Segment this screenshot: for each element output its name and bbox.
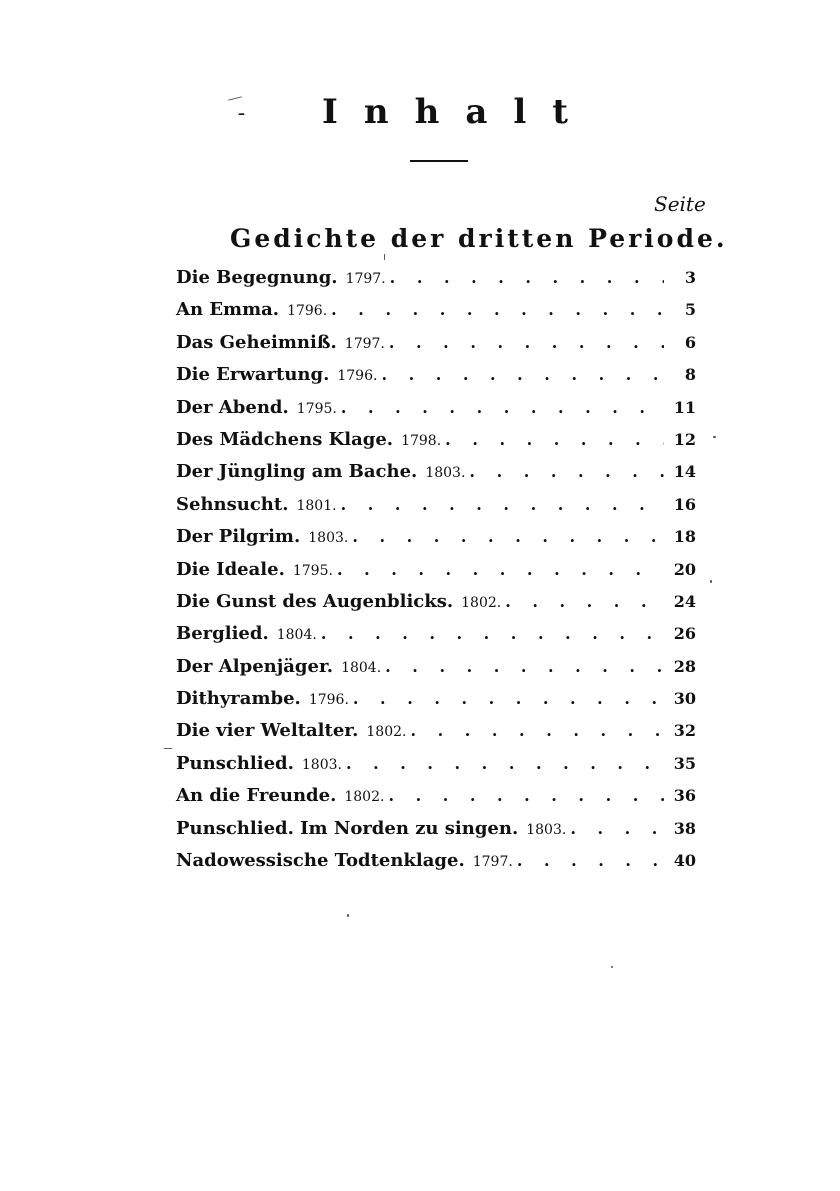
- dot-leader: [353, 683, 664, 715]
- entry-title: Dithyrambe.: [176, 688, 301, 710]
- scan-speck: [164, 748, 172, 749]
- table-of-contents: [176, 262, 696, 877]
- entry-title: Die Begegnung.: [176, 267, 338, 288]
- toc-entry: [176, 489, 696, 521]
- toc-entry: [176, 715, 696, 747]
- entry-page: 40: [673, 851, 696, 871]
- entry-page: 32: [673, 721, 696, 741]
- entry-year: 1796.: [308, 692, 349, 709]
- entry-year: 1797.: [472, 854, 513, 871]
- entry-title: Der Abend.: [176, 396, 289, 418]
- entry-page: 24: [673, 591, 696, 611]
- dot-leader: [570, 813, 664, 845]
- scan-speck: [384, 254, 385, 260]
- entry-year: 1804.: [276, 627, 317, 644]
- toc-entry: [176, 618, 696, 650]
- scan-speck: [710, 580, 712, 583]
- entry-page: 28: [673, 656, 696, 676]
- dot-leader: [388, 780, 664, 812]
- toc-entry: [176, 845, 696, 877]
- entry-page: 26: [673, 624, 696, 644]
- entry-page: 14: [673, 462, 696, 482]
- toc-entry: [176, 521, 696, 553]
- toc-entry: [176, 294, 696, 326]
- scan-speck: [228, 96, 242, 100]
- entry-year: 1802.: [461, 594, 502, 611]
- dot-leader: [505, 586, 664, 618]
- scan-speck: [611, 966, 613, 968]
- dot-leader: [321, 618, 664, 650]
- entry-page: 20: [673, 559, 696, 579]
- entry-title: Punschlied. Im Norden zu singen.: [176, 817, 519, 839]
- dot-leader: [410, 715, 664, 747]
- toc-entry: [176, 456, 696, 488]
- toc-entry: [176, 392, 696, 424]
- toc-entry: [176, 683, 696, 715]
- toc-entry: [176, 554, 696, 586]
- scan-speck: [713, 436, 716, 438]
- dot-leader: [517, 845, 664, 877]
- entry-title: Die Erwartung.: [176, 364, 330, 386]
- entry-page: 36: [673, 786, 696, 806]
- toc-entry: [176, 424, 696, 456]
- entry-year: 1803.: [301, 756, 342, 773]
- entry-year: 1796.: [337, 368, 378, 385]
- header-dash: –: [238, 106, 246, 122]
- entry-year: 1802.: [344, 789, 385, 806]
- dot-leader: [346, 748, 664, 780]
- toc-entry: [176, 651, 696, 683]
- entry-title: An Emma.: [176, 299, 280, 321]
- toc-entry: [176, 586, 696, 618]
- page-title: Inhalt: [322, 92, 594, 132]
- entry-title: Punschlied.: [176, 752, 294, 774]
- toc-entry: [176, 327, 696, 359]
- toc-entry: [176, 748, 696, 780]
- entry-year: 1801.: [296, 497, 337, 514]
- scan-speck: [347, 914, 349, 917]
- entry-page: 5: [684, 300, 696, 320]
- entry-year: 1796.: [287, 303, 328, 320]
- entry-year: 1797.: [344, 335, 385, 352]
- entry-page: 6: [684, 332, 696, 352]
- dot-leader: [341, 489, 664, 521]
- entry-title: An die Freunde.: [176, 785, 337, 807]
- entry-year: 1803.: [308, 530, 349, 547]
- entry-title: Die vier Weltalter.: [176, 720, 359, 742]
- toc-entry: [176, 813, 696, 845]
- entry-page: 12: [673, 429, 696, 449]
- entry-title: Das Geheimniß.: [176, 331, 337, 353]
- entry-page: 11: [673, 397, 696, 417]
- entry-title: Berglied.: [176, 623, 269, 645]
- entry-title: Sehnsucht.: [176, 493, 289, 515]
- dot-leader: [445, 424, 664, 456]
- dot-leader: [337, 554, 664, 586]
- page-column-label: Seite: [654, 192, 706, 216]
- entry-year: 1803.: [526, 821, 567, 838]
- dot-leader: [390, 262, 664, 294]
- dot-leader: [385, 651, 664, 683]
- toc-entry: [176, 359, 696, 391]
- entry-title: Die Gunst des Augenblicks.: [176, 590, 454, 612]
- entry-title: Die Ideale.: [176, 558, 285, 580]
- dot-leader: [469, 456, 664, 488]
- entry-page: 30: [673, 689, 696, 709]
- entry-year: 1802.: [366, 724, 407, 741]
- entry-year: 1795.: [292, 562, 333, 579]
- title-rule: [410, 160, 468, 162]
- entry-year: 1803.: [425, 465, 466, 482]
- entry-title: Der Pilgrim.: [176, 526, 301, 548]
- entry-title: Des Mädchens Klage.: [176, 428, 394, 450]
- entry-title: Der Jüngling am Bache.: [176, 461, 418, 483]
- entry-page: 8: [684, 365, 696, 385]
- entry-page: 3: [684, 268, 696, 287]
- entry-year: 1795.: [296, 400, 337, 417]
- toc-entry: [176, 780, 696, 812]
- section-heading: Gedichte der dritten Periode.: [230, 224, 728, 253]
- entry-page: 35: [673, 753, 696, 773]
- entry-year: 1804.: [341, 659, 382, 676]
- entry-title: Nadowessische Todtenklage.: [176, 850, 465, 872]
- dot-leader: [381, 359, 664, 391]
- entry-title: Der Alpenjäger.: [176, 655, 334, 677]
- entry-year: 1798.: [401, 432, 442, 449]
- dot-leader: [331, 294, 664, 326]
- entry-year: 1797.: [345, 271, 386, 287]
- entry-page: 18: [673, 527, 696, 547]
- entry-page: 16: [673, 494, 696, 514]
- dot-leader: [341, 392, 664, 424]
- dot-leader: [389, 327, 664, 359]
- toc-entry: [176, 262, 696, 294]
- dot-leader: [352, 521, 664, 553]
- entry-page: 38: [673, 818, 696, 838]
